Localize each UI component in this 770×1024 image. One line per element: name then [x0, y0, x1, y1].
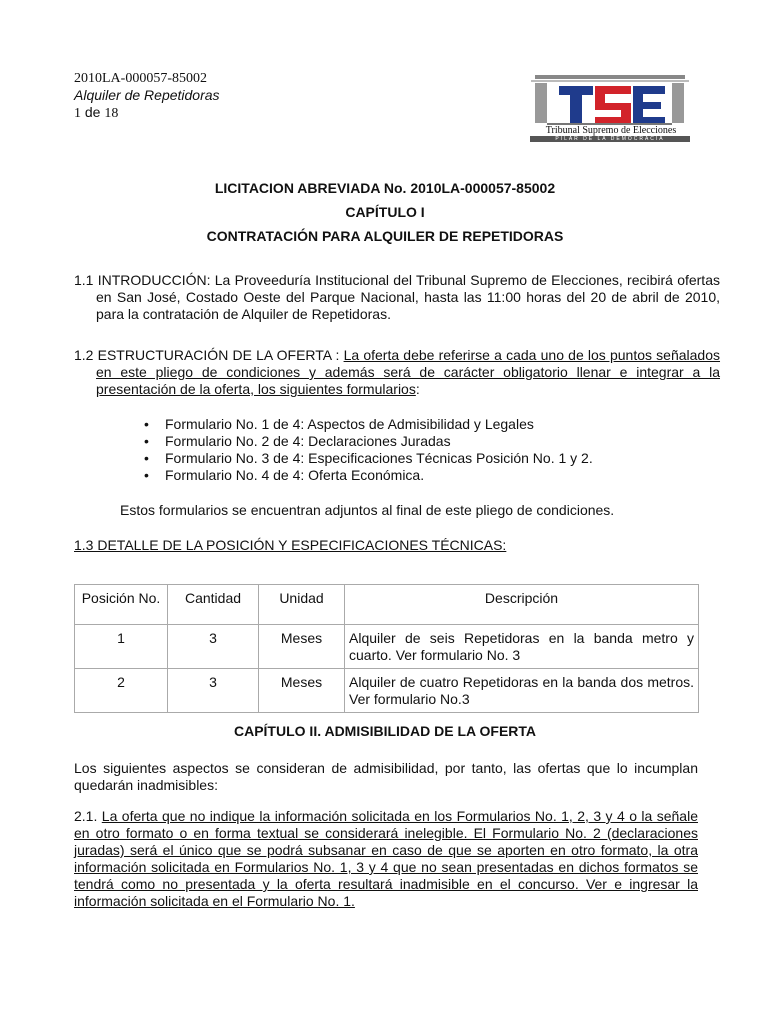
contract-title: CONTRATACIÓN PARA ALQUILER DE REPETIDORAS [206, 228, 564, 244]
table-row [75, 625, 699, 669]
page-total: 18 [104, 106, 119, 121]
section-offer-structure [74, 347, 720, 398]
col-header-description: Descripción [345, 585, 699, 625]
page-indicator [74, 104, 220, 122]
section-specifications: 1.3 DETALLE DE LA POSICIÓN Y ESPECIFICACIONES TÉCNICAS: [74, 537, 507, 553]
doc-number: 2010LA-000057-85002 [74, 71, 207, 86]
col-header-position: Posición No. [75, 585, 168, 625]
list-item: • Formulario No. 2 de 4: Declaraciones Juradas [142, 433, 593, 450]
col-header-unit: Unidad [259, 585, 345, 625]
admissibility-item-2-1 [74, 808, 698, 910]
cell-description: Alquiler de seis Repetidoras en la banda metro y cuarto. Ver formulario No. 3 [345, 625, 699, 669]
forms-note: Estos formularios se encuentran adjuntos al final de este pliego de condiciones. [120, 502, 615, 518]
cell-quantity: 3 [168, 625, 259, 669]
item-number: 2.1. [74, 808, 102, 824]
logo-tagline: PILAR DE LA DEMOCRACIA [530, 136, 690, 142]
logo-caption: Tribunal Supremo de Elecciones [545, 125, 677, 136]
chapter2-title: CAPÍTULO II. ADMISIBILIDAD DE LA OFERTA [233, 723, 537, 739]
logo-letter-e [633, 86, 665, 125]
page-of: de [84, 104, 101, 120]
list-item: • Formulario No. 4 de 4: Oferta Económica. [142, 467, 593, 484]
positions-table [74, 584, 699, 713]
cell-position: 1 [75, 625, 168, 669]
table-header-row [75, 585, 699, 625]
logo-letter-s [595, 86, 631, 125]
list-item: • Formulario No. 1 de 4: Aspectos de Admisibilidad y Legales [142, 416, 593, 433]
chapter2-intro: Los siguientes aspectos se consideran de admisibilidad, por tanto, las ofertas que lo incumplan quedarán inadmisibles: [74, 760, 698, 793]
cell-description: Alquiler de cuatro Repetidoras en la banda dos metros. Ver formulario No.3 [345, 669, 699, 713]
table-row [75, 669, 699, 713]
document-titles [0, 180, 770, 252]
cell-position: 2 [75, 669, 168, 713]
page-number: 1 [74, 106, 81, 121]
cell-unit: Meses [259, 625, 345, 669]
section-introduction: 1.1 INTRODUCCIÓN: La Proveeduría Institucional del Tribunal Supremo de Elecciones, recibirá ofertas en San José, Costado Oeste del Parque Nacional, hasta las 11:00 horas del 20 de abril de 2010, para la contratación de Alquiler de Repetidoras. [74, 272, 720, 322]
doc-title: Alquiler de Repetidoras [74, 87, 220, 103]
col-header-quantity: Cantidad [168, 585, 259, 625]
document-header [74, 70, 220, 122]
list-item: • Formulario No. 3 de 4: Especificaciones Técnicas Posición No. 1 y 2. [142, 450, 593, 467]
section-offer-structure-tail: : [415, 381, 420, 397]
section-offer-structure-body: La oferta debe referirse a cada uno de los puntos señalados en este pliego de condiciones y además será de carácter obligatorio llenar e integrar a la presentación de la oferta, los siguientes formularios [96, 347, 721, 397]
chapter-title: CAPÍTULO I [345, 204, 425, 220]
item-text: La oferta que no indique la información solicitada en los Formularios No. 1, 2, 3 y 4 o la señale en otro formato o en forma textual se considerará inelegible. El Formulario No. 2 (declaraciones juradas) será el único que se podrá subsanar en caso de que se aporten en otro formato, la otra información solicitada en Formularios No. 1, 3 y 4 que no sean presentadas en dichos formatos se tendrá como no presentada y la oferta resultará inadmisible en el concurso. Ver e ingresar la información solicitada en el Formulario No. 1. [74, 808, 698, 909]
cell-unit: Meses [259, 669, 345, 713]
cell-quantity: 3 [168, 669, 259, 713]
forms-list [142, 416, 593, 484]
logo-letter-t [559, 86, 593, 125]
tender-title: LICITACION ABREVIADA No. 2010LA-000057-85002 [214, 180, 556, 196]
section-offer-structure-lead: 1.2 ESTRUCTURACIÓN DE LA OFERTA : [74, 347, 344, 363]
